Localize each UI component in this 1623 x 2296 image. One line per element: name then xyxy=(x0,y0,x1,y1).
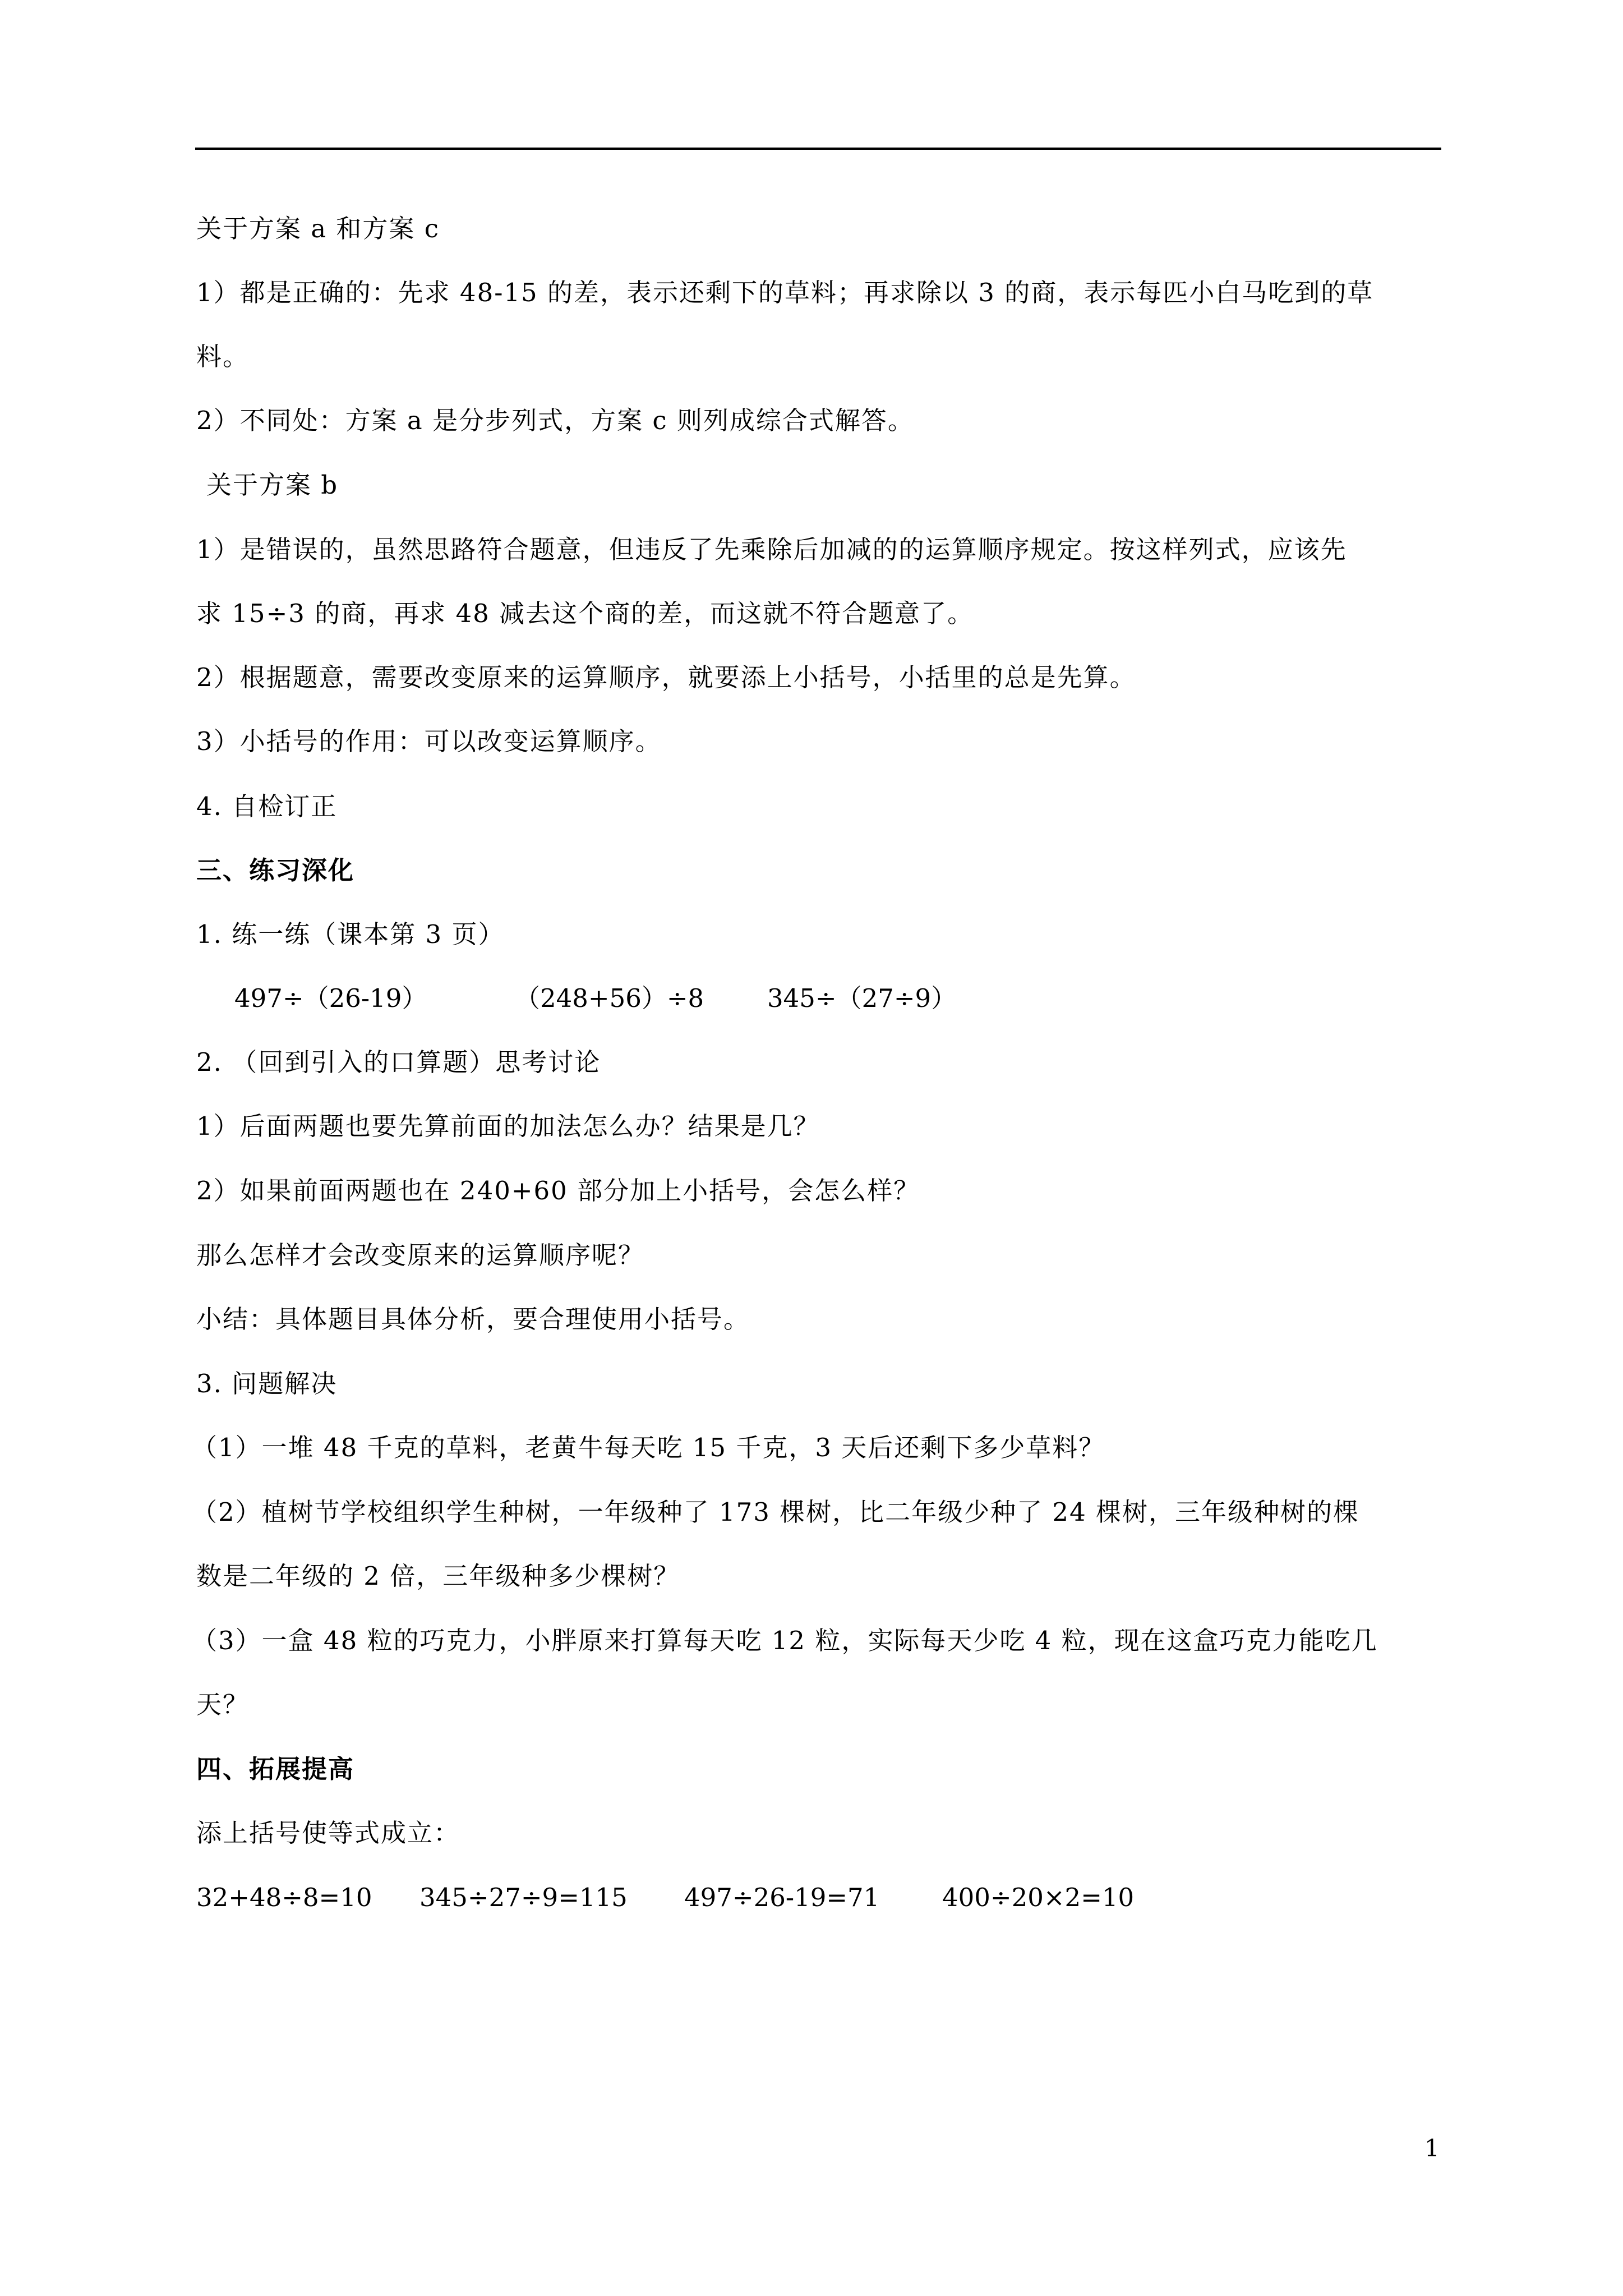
text-line: 2. （回到引入的口算题）思考讨论 xyxy=(196,1047,601,1077)
text-line: 关于方案 b xyxy=(206,470,339,500)
practice-row xyxy=(0,982,1623,1015)
text-line: 添上括号使等式成立： xyxy=(196,1818,460,1848)
equation: 400÷20×2=10 xyxy=(942,1883,1135,1912)
practice-expression: 497÷（26-19） xyxy=(234,983,427,1013)
text-line: 求 15÷3 的商，再求 48 减去这个商的差，而这就不符合题意了。 xyxy=(196,599,974,628)
text-line: 3. 问题解决 xyxy=(196,1369,338,1398)
text-line: 数是二年级的 2 倍，三年级种多少棵树？ xyxy=(196,1561,680,1591)
equation: 32+48÷8=10 xyxy=(196,1883,372,1912)
text-line: 天？ xyxy=(196,1690,250,1719)
text-line: 1）都是正确的：先求 48-15 的差，表示还剩下的草料；再求除以 3 的商，表示每匹小白马吃到的草 xyxy=(196,278,1374,307)
practice-expression: （248+56）÷8 xyxy=(515,983,704,1013)
text-line: 那么怎样才会改变原来的运算顺序呢？ xyxy=(196,1240,645,1270)
section-heading: 四、拓展提高 xyxy=(196,1754,355,1784)
equations-row xyxy=(0,1881,1623,1915)
text-line: 小结：具体题目具体分析，要合理使用小括号。 xyxy=(196,1304,750,1334)
text-line: 3）小括号的作用：可以改变运算顺序。 xyxy=(196,726,662,756)
text-line: 1）后面两题也要先算前面的加法怎么办？结果是几？ xyxy=(196,1111,820,1141)
text-line: 1. 练一练（课本第 3 页） xyxy=(196,919,505,949)
text-line: 2）如果前面两题也在 240+60 部分加上小括号，会怎么样？ xyxy=(196,1176,920,1205)
text-line: 2）根据题意，需要改变原来的运算顺序，就要添上小括号，小括里的总是先算。 xyxy=(196,662,1136,692)
equation: 345÷27÷9=115 xyxy=(419,1883,628,1912)
text-line: 关于方案 a 和方案 c xyxy=(196,214,440,243)
text-line: （2）植树节学校组织学生种树，一年级种了 173 棵树，比二年级少种了 24 棵树，三年级种树的棵 xyxy=(192,1497,1360,1527)
text-line: （1）一堆 48 千克的草料，老黄牛每天吃 15 千克，3 天后还剩下多少草料？ xyxy=(192,1433,1105,1462)
equation: 497÷26-19=71 xyxy=(684,1883,880,1912)
text-line: （3）一盒 48 粒的巧克力，小胖原来打算每天吃 12 粒，实际每天少吃 4 粒，现在这盒巧克力能吃几 xyxy=(192,1626,1378,1655)
page-number: 1 xyxy=(1424,2134,1440,2162)
text-line: 2）不同处：方案 a 是分步列式，方案 c 则列成综合式解答。 xyxy=(196,406,914,435)
practice-expression: 345÷（27÷9） xyxy=(767,983,957,1013)
text-line: 4. 自检订正 xyxy=(196,792,338,821)
header-rule xyxy=(195,148,1441,150)
text-line: 1）是错误的，虽然思路符合题意，但违反了先乘除后加减的的运算顺序规定。按这样列式，应该先 xyxy=(196,535,1347,564)
section-heading: 三、练习深化 xyxy=(196,855,355,885)
text-line: 料。 xyxy=(196,342,250,371)
